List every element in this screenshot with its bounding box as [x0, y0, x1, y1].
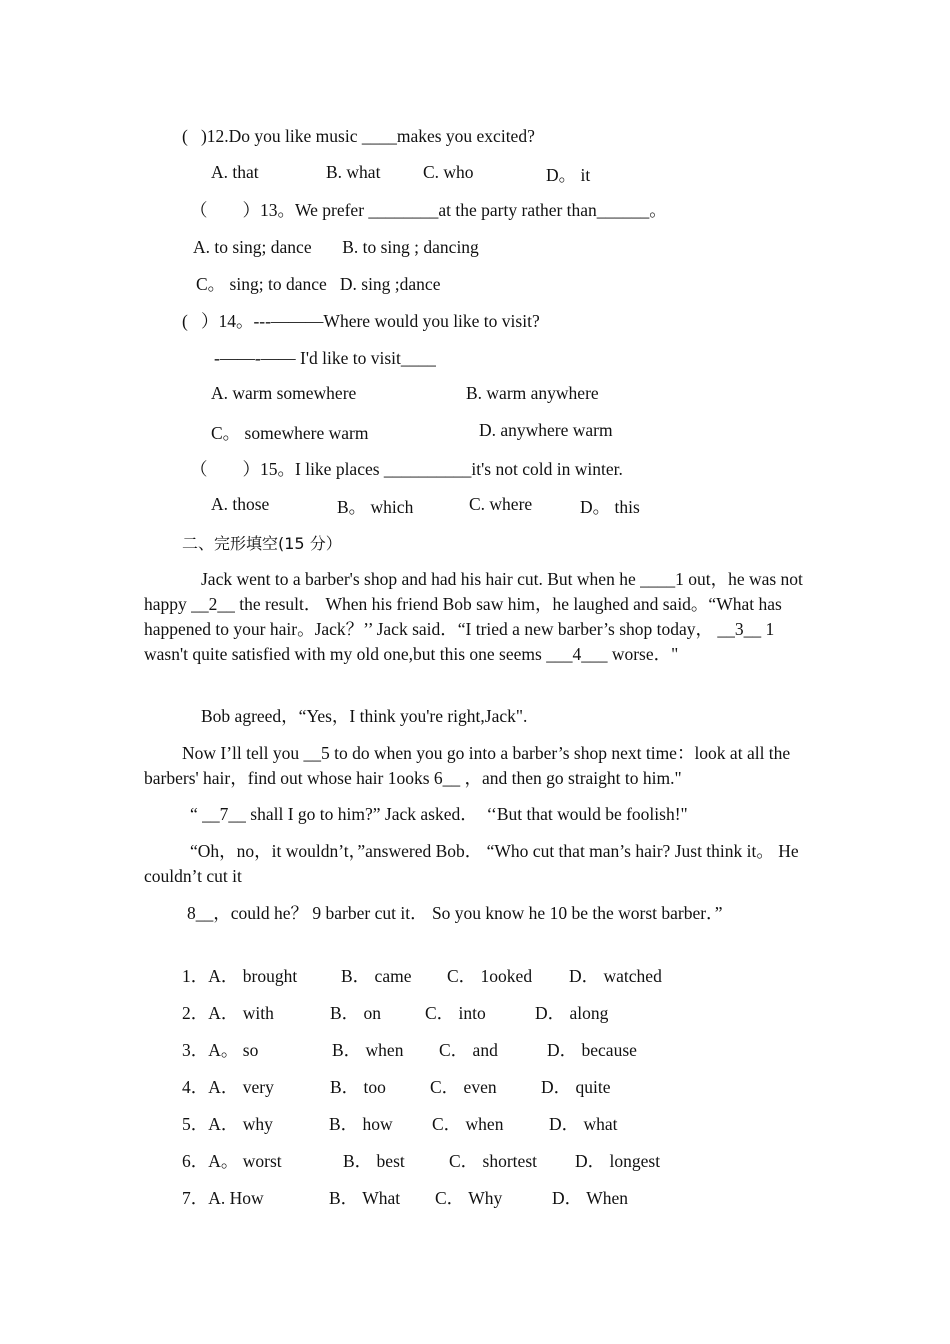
cloze-2-option-a: 2．A． with: [182, 1003, 274, 1023]
cloze-5-option-c: C． when: [432, 1114, 504, 1134]
q14-option-d: D. anywhere warm: [479, 420, 613, 440]
passage-paragraph-4: “ __7__ shall I go to him?” Jack asked． ‘‘But that would be foolish!": [190, 804, 688, 824]
q12-stem: ( )12.Do you like music ____makes you excited?: [182, 126, 535, 146]
cloze-6-option-b: B． best: [343, 1151, 405, 1171]
cloze-6-option-c: C． shortest: [449, 1151, 537, 1171]
passage-paragraph-1: Jack went to a barber's shop and had his hair cut. But when he ____1 out，he was not happy __2__ the result． When his friend Bob saw him，he laughed and said。“What has happened to your hair。Jack？’’ Jack said．“I tried a new barber’s shop today， __3__ 1 wasn't quite satisfied with my old one,but this one seems ___4___ worse．": [144, 569, 803, 664]
cloze-3-option-c: C． and: [439, 1040, 498, 1060]
q13-options-ab: A. to sing; dance B. to sing ; dancing: [193, 237, 479, 257]
cloze-4-option-a: 4．A． very: [182, 1077, 274, 1097]
cloze-6-option-a: 6．A。 worst: [182, 1151, 282, 1171]
cloze-4-option-b: B． too: [330, 1077, 386, 1097]
cloze-3-option-b: B． when: [332, 1040, 404, 1060]
cloze-7-option-b: B． What: [329, 1188, 401, 1208]
cloze-5-option-a: 5．A． why: [182, 1114, 273, 1134]
cloze-1-option-a: 1．A． brought: [182, 966, 298, 986]
cloze-1-option-b: B． came: [341, 966, 412, 986]
cloze-6-option-d: D． longest: [575, 1151, 661, 1171]
cloze-3-option-a: 3．A。 so: [182, 1040, 259, 1060]
q12-option-c: C. who: [423, 162, 474, 182]
q12-option-d: D。 it: [546, 165, 591, 185]
q15-option-c: C. where: [469, 494, 533, 514]
q12-option-b: B. what: [326, 162, 381, 182]
cloze-7-option-d: D． When: [552, 1188, 628, 1208]
cloze-3-option-d: D． because: [547, 1040, 637, 1060]
q15-option-d: D。 this: [580, 497, 640, 517]
passage-paragraph-6: 8__，could he？ 9 barber cut it． So you know he 10 be the worst barber．”: [187, 903, 723, 923]
q14-reply: -——-—— I'd like to visit____: [214, 348, 436, 368]
q13-stem: （ ）13。We prefer ________at the party rather than______。: [190, 200, 667, 220]
cloze-1-option-d: D． watched: [569, 966, 662, 986]
q14-stem: ( ）14。---———Where would you like to visit?: [182, 311, 540, 331]
cloze-2-option-d: D． along: [535, 1003, 609, 1023]
cloze-1-option-c: C． 1ooked: [447, 966, 533, 986]
q15-option-b: B。 which: [337, 497, 414, 517]
passage-paragraph-5: “Oh，no，it wouldn’t，”answered Bob． “Who cut that man’s hair? Just think it。 He couldn’t cut it: [144, 841, 799, 886]
cloze-4-option-c: C． even: [430, 1077, 497, 1097]
q14-option-a: A. warm somewhere: [211, 383, 357, 403]
q14-option-c: C。 somewhere warm: [211, 423, 369, 443]
section-heading: 二、完形填空(15 分）: [182, 534, 342, 553]
cloze-5-option-d: D． what: [549, 1114, 618, 1134]
q13-options-cd: C。 sing; to dance D. sing ;dance: [196, 274, 441, 294]
q15-stem: （ ）15。I like places __________it's not cold in winter.: [190, 459, 623, 479]
q14-option-b: B. warm anywhere: [466, 383, 599, 403]
cloze-2-option-c: C． into: [425, 1003, 486, 1023]
cloze-5-option-b: B． how: [329, 1114, 393, 1134]
passage-paragraph-2: Bob agreed，“Yes，I think you're right,Jack".: [201, 706, 528, 726]
cloze-4-option-d: D． quite: [541, 1077, 611, 1097]
q12-option-a: A. that: [211, 162, 259, 182]
cloze-7-option-c: C． Why: [435, 1188, 503, 1208]
cloze-7-option-a: 7．A. How: [182, 1188, 264, 1208]
cloze-2-option-b: B． on: [330, 1003, 382, 1023]
q15-option-a: A. those: [211, 494, 270, 514]
passage-paragraph-3: Now I’ll tell you __5 to do when you go into a barber’s shop next time：look at all the barbers' hair，find out whose hair 1ooks 6__ ，and then go straight to him.": [144, 743, 791, 788]
